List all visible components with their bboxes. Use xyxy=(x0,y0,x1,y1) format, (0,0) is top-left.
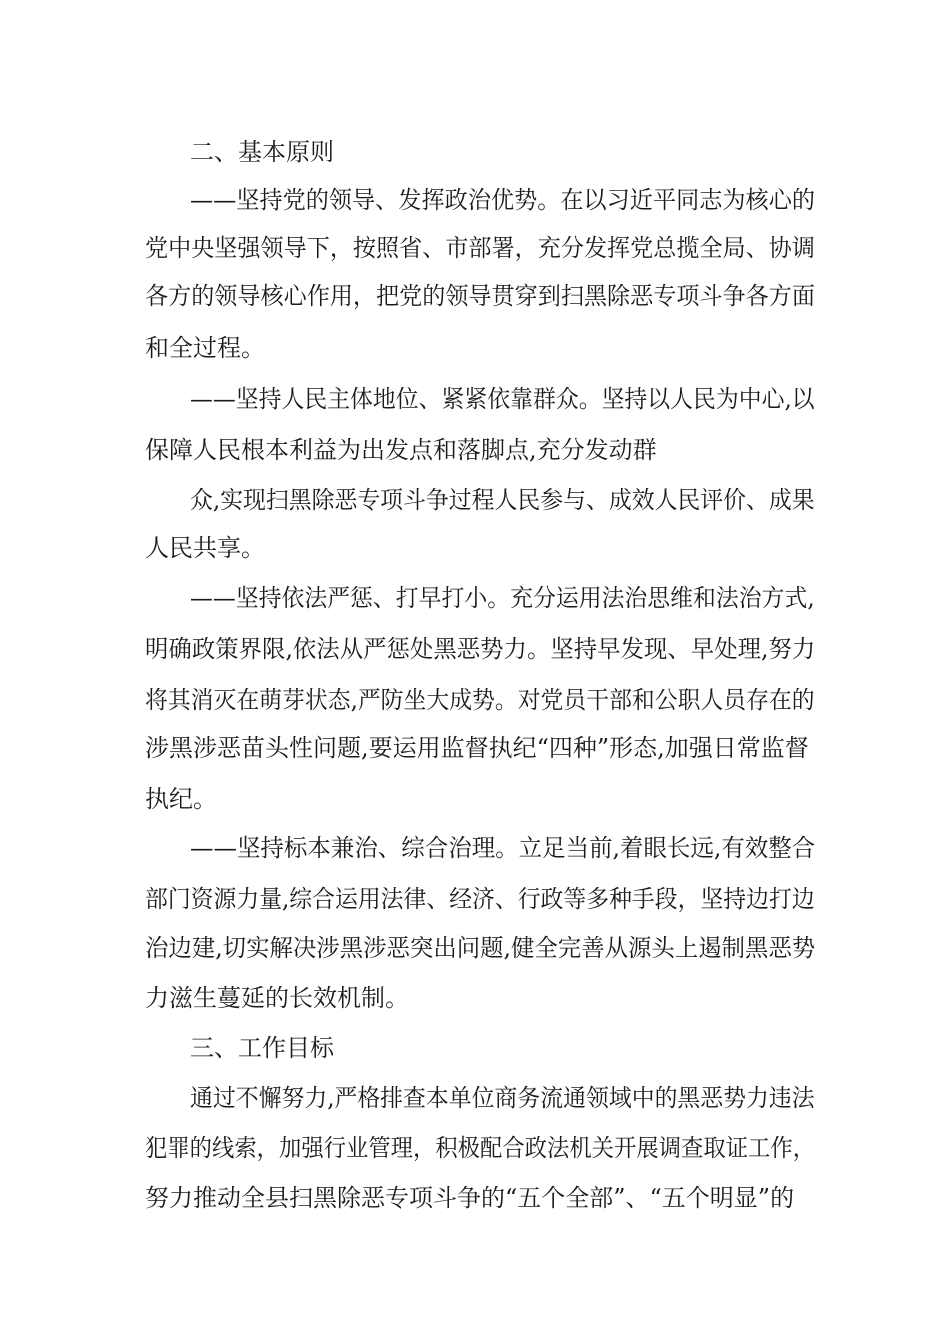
paragraph-line: 通过不懈努力,严格排查本单位商务流通领域中的黑恶势力违法 xyxy=(190,1084,815,1112)
paragraph-line: 党中央坚强领导下，按照省、市部署，充分发挥党总揽全局、协调 xyxy=(145,234,815,262)
paragraph-line: 执纪。 xyxy=(145,785,217,813)
paragraph-line: 人民共享。 xyxy=(145,534,265,562)
paragraph-line: 众,实现扫黑除恶专项斗争过程人民参与、成效人民评价、成果 xyxy=(190,486,815,514)
paragraph-line: ——坚持依法严惩、打早打小。充分运用法治思维和法治方式, xyxy=(190,584,815,612)
paragraph-line: 保障人民根本利益为出发点和落脚点,充分发动群 xyxy=(145,436,657,464)
paragraph-line: 部门资源力量,综合运用法律、经济、行政等多种手段，坚持边打边 xyxy=(145,885,815,913)
paragraph-line: 犯罪的线索，加强行业管理，积极配合政法机关开展调查取证工作， xyxy=(145,1134,816,1162)
paragraph-line: 明确政策界限,依法从严惩处黑恶势力。坚持早发现、早处理,努力 xyxy=(145,635,816,663)
paragraph-line: 将其消灭在萌芽状态,严防坐大成势。对党员干部和公职人员存在的 xyxy=(145,686,815,714)
section-heading-basic-principles: 二、基本原则 xyxy=(190,138,334,166)
paragraph-line: 力滋生蔓延的长效机制。 xyxy=(145,984,409,1012)
paragraph-line: 涉黑涉恶苗头性问题,要运用监督执纪“四种”形态,加强日常监督 xyxy=(145,734,809,762)
paragraph-line: 治边建,切实解决涉黑涉恶突出问题,健全完善从源头上遏制黑恶势 xyxy=(145,934,816,962)
paragraph-line: 努力推动全县扫黑除恶专项斗争的“五个全部”、“五个明显”的 xyxy=(145,1184,795,1212)
paragraph-line: 各方的领导核心作用，把党的领导贯穿到扫黑除恶专项斗争各方面 xyxy=(145,282,815,310)
section-heading-work-goals: 三、工作目标 xyxy=(190,1034,334,1062)
paragraph-line: ——坚持标本兼治、综合治理。立足当前,着眼长远,有效整合 xyxy=(190,834,816,862)
paragraph-line: 和全过程。 xyxy=(145,334,265,362)
paragraph-line: ——坚持人民主体地位、紧紧依靠群众。坚持以人民为中心,以 xyxy=(190,385,815,413)
paragraph-line: ——坚持党的领导、发挥政治优势。在以习近平同志为核心的 xyxy=(190,186,815,214)
